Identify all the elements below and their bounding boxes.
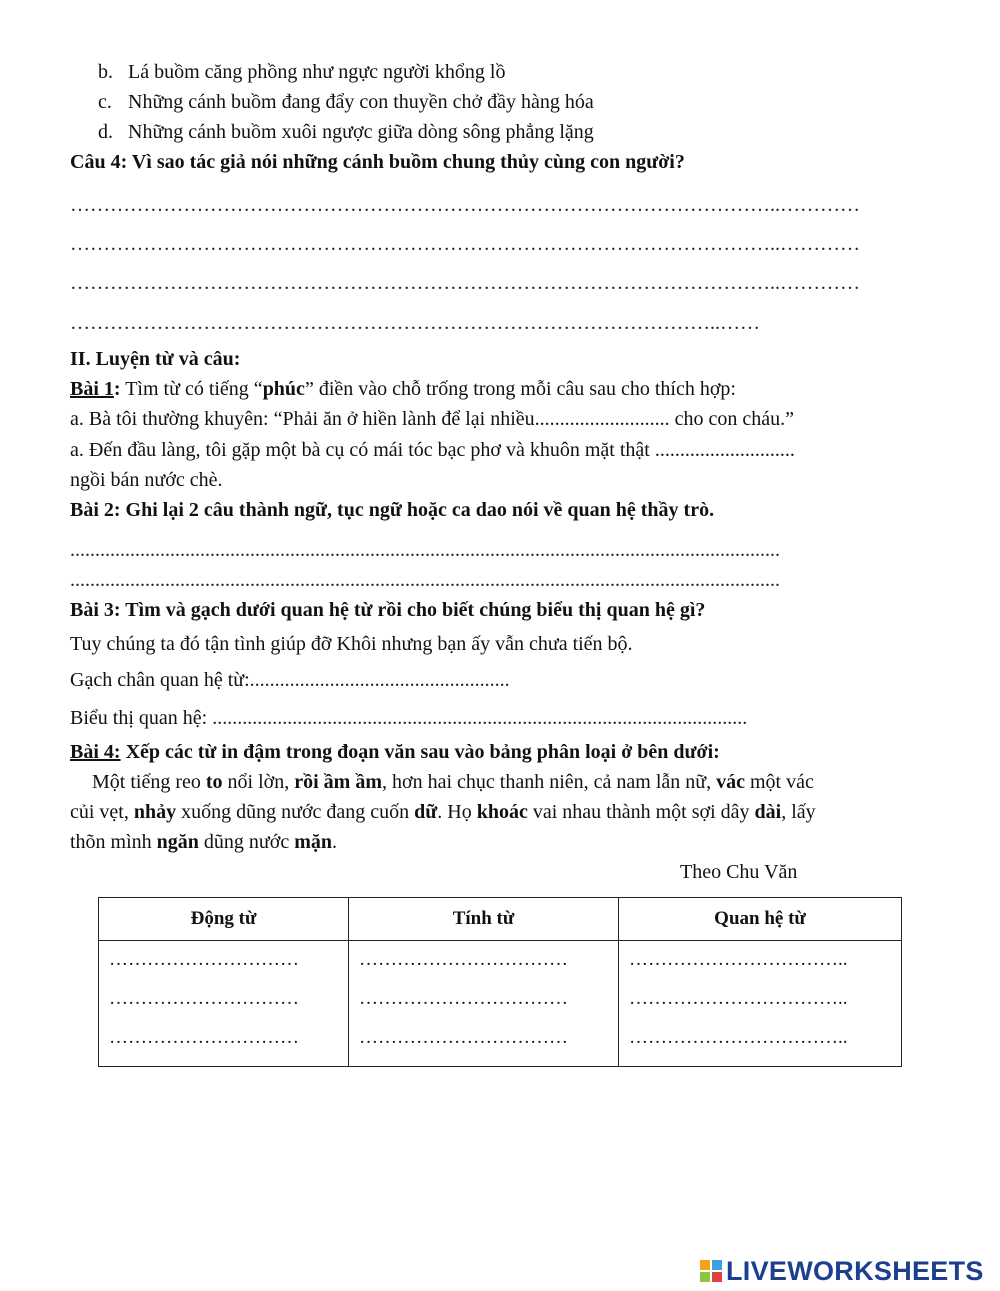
liveworksheets-logo[interactable] [700, 1254, 984, 1288]
option-text: Những cánh buồm xuôi ngược giữa dòng sông phẳng lặng [128, 121, 594, 143]
bai3-question: Bài 3: Tìm và gạch dưới quan hệ từ rồi cho biết chúng biểu thị quan hệ gì? [70, 599, 706, 621]
header-quan-he-tu: Quan hệ từ [619, 898, 902, 941]
bai4-paragraph-line-1 [92, 769, 814, 795]
quan-he-tu-answer-2[interactable]: …………………………….. [629, 988, 848, 1009]
bai1-line-b[interactable]: a. Đến đầu làng, tôi gặp một bà cụ có mái tóc bạc phơ và khuôn mặt thật ............................ [70, 439, 795, 461]
option-letter: b. [98, 61, 113, 83]
bai4-run: củi vẹt, [70, 801, 134, 823]
bai4-run: , lấy [781, 801, 816, 823]
bai4-run: . [332, 831, 338, 853]
bai4-run: Một tiếng reo [92, 771, 206, 793]
cau4-answer-line-1[interactable]: ……………………………………………………………………………………………..………… [70, 194, 860, 216]
bai4-bold-word: khoác [476, 801, 528, 823]
option-text: Những cánh buồm đang đẩy con thuyền chở đầy hàng hóa [128, 91, 594, 113]
bai3-meaning-label: Biểu thị quan hệ: [70, 707, 213, 729]
bai3-sentence: Tuy chúng ta đó tận tình giúp đỡ Khôi nhưng bạn ấy vẫn chưa tiến bộ. [70, 633, 633, 655]
bai4-bold-word: mặn [294, 831, 333, 853]
cau4-question: Câu 4: Vì sao tác giả nói những cánh buồm chung thủy cùng con người? [70, 151, 685, 173]
bai3-underline-label: Gạch chân quan hệ từ: [70, 669, 250, 691]
logo-blocks-icon [700, 1260, 722, 1282]
logo-block [700, 1260, 710, 1270]
option-b [98, 59, 506, 85]
quan-he-tu-answer-3[interactable]: …………………………….. [629, 1027, 848, 1048]
cau4-answer-line-3[interactable]: ……………………………………………………………………………………………..………… [70, 272, 860, 294]
dong-tu-cell [99, 941, 349, 1067]
option-text: Lá buồm căng phồng như ngực người khổng lồ [128, 61, 506, 83]
bai3-meaning-row [70, 705, 747, 731]
bai4-run: xuống dũng nước đang cuốn [176, 801, 415, 823]
bai1-prompt-post: ” điền vào chỗ trống trong mỗi câu sau cho thích hợp: [304, 378, 736, 400]
option-letter: d. [98, 121, 113, 143]
bai4-bold-word: ngăn [156, 831, 199, 853]
bai4-prompt [70, 739, 720, 765]
tinh-tu-answer-1[interactable]: …………………………… [359, 949, 568, 970]
bai4-run: nổi lờn, [222, 771, 295, 793]
bai1-prompt [70, 376, 736, 402]
dong-tu-answer-2[interactable]: ………………………… [109, 988, 299, 1009]
bai1-prompt-pre: Tìm từ có tiếng “ [120, 378, 263, 400]
bai4-paragraph-line-3 [70, 829, 337, 855]
bai3-underline-answer[interactable]: .................................................... [249, 669, 510, 691]
bai4-bold-word: dài [754, 801, 782, 823]
bai4-bold-word: to [205, 771, 223, 793]
bai4-run: vai nhau thành một sợi dây [527, 801, 755, 823]
dong-tu-answer-1[interactable]: ………………………… [109, 949, 299, 970]
dong-tu-answer-3[interactable]: ………………………… [109, 1027, 299, 1048]
bai4-run: . Họ [437, 801, 477, 823]
bai1-keyword: phúc [262, 378, 305, 400]
quan-he-tu-cell [619, 941, 902, 1067]
logo-block [712, 1272, 722, 1282]
bai4-run: thõn mình [70, 831, 157, 853]
section-title: II. Luyện từ và câu: [70, 348, 241, 370]
quan-he-tu-answer-1[interactable]: …………………………….. [629, 949, 848, 970]
logo-block [712, 1260, 722, 1270]
bai4-run: , hơn hai chục thanh niên, cả nam lẫn nữ, [382, 771, 717, 793]
bai4-bold-word: vác [716, 771, 745, 793]
bai4-paragraph-line-2 [70, 799, 816, 825]
classification-table [98, 897, 902, 1067]
bai2-answer-line-1[interactable]: .............................................................................................................................................. [70, 539, 780, 561]
bai3-underline-row [70, 667, 510, 693]
bai2-question: Bài 2: Ghi lại 2 câu thành ngữ, tục ngữ hoặc ca dao nói về quan hệ thầy trò. [70, 499, 715, 521]
tinh-tu-answer-2[interactable]: …………………………… [359, 988, 568, 1009]
source-attribution: Theo Chu Văn [680, 861, 798, 883]
bai4-run: một vác [745, 771, 814, 793]
bai4-bold-word: dữ [414, 801, 438, 823]
logo-text: LIVEWORKSHEETS [726, 1255, 984, 1286]
tinh-tu-answer-3[interactable]: …………………………… [359, 1027, 568, 1048]
bai1-colon: : [113, 378, 121, 400]
header-tinh-tu: Tính từ [349, 898, 619, 941]
bai2-answer-line-2[interactable]: .............................................................................................................................................. [70, 569, 780, 591]
bai3-meaning-answer[interactable]: ........................................................................................................... [212, 707, 748, 729]
bai4-bold-word: nhảy [133, 801, 177, 823]
option-letter: c. [98, 91, 112, 113]
header-dong-tu: Động từ [99, 898, 349, 941]
bai1-line-a[interactable]: a. Bà tôi thường khuyên: “Phải ăn ở hiền lành để lại nhiều........................... cho con cháu.” [70, 408, 795, 430]
option-d [98, 119, 594, 145]
cau4-answer-line-4[interactable]: ……………………………………………………………………………………..…… [70, 312, 760, 334]
bai4-bold-word: rồi ầm ầm [294, 771, 383, 793]
bai4-prompt-text: Xếp các từ in đậm trong đoạn văn sau vào bảng phân loại ở bên dưới: [120, 741, 720, 763]
cau4-answer-line-2[interactable]: ……………………………………………………………………………………………..………… [70, 233, 860, 255]
bai1-label: Bài 1 [70, 378, 114, 400]
bai4-label: Bài 4: [70, 741, 121, 763]
logo-block [700, 1272, 710, 1282]
tinh-tu-cell [349, 941, 619, 1067]
bai1-line-b-cont: ngồi bán nước chè. [70, 469, 223, 491]
table-row [99, 941, 902, 1067]
bai4-run: dũng nước [198, 831, 295, 853]
table-header-row [99, 898, 902, 941]
option-c [98, 89, 594, 115]
